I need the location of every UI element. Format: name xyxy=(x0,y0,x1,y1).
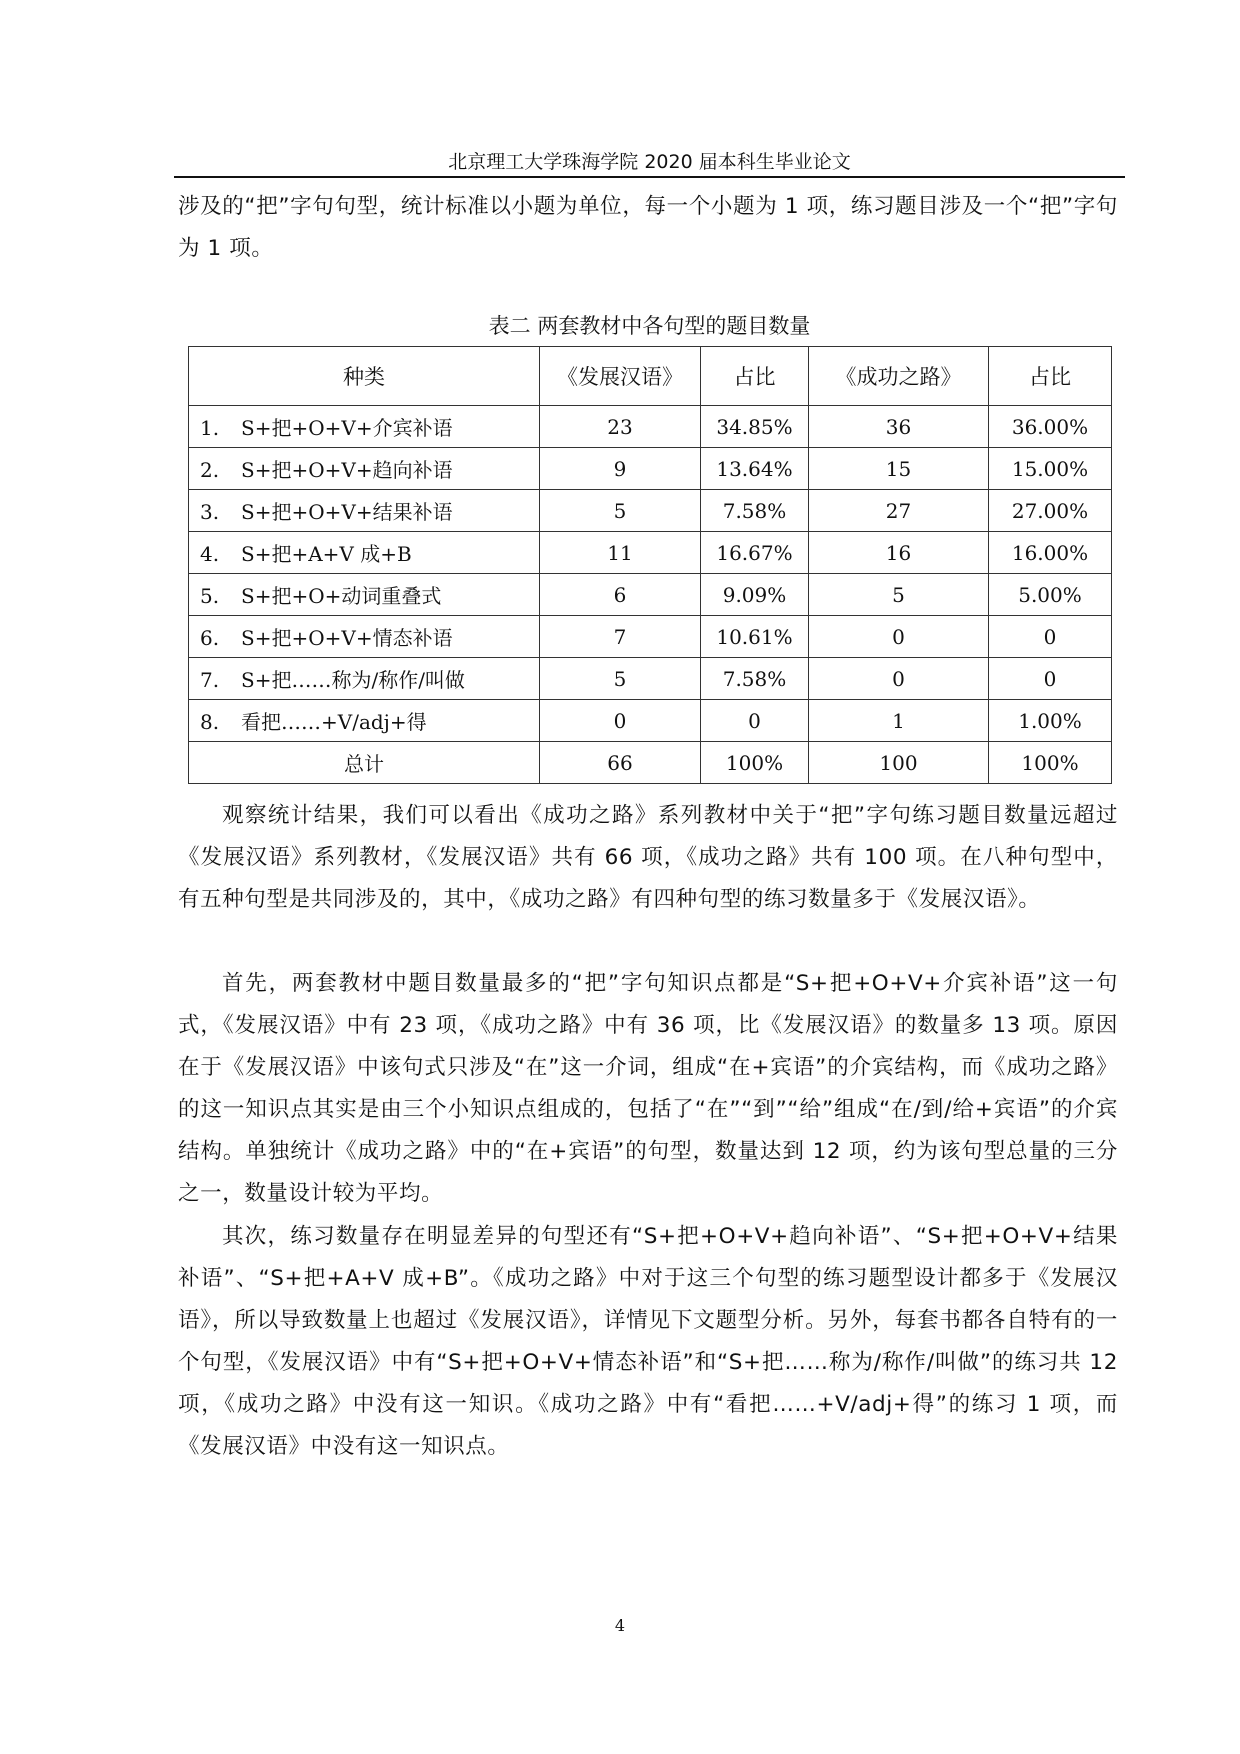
row-number: 1. xyxy=(200,416,220,440)
table-header-row xyxy=(189,347,1112,406)
row-number: 7. xyxy=(200,668,220,692)
kind-cell xyxy=(189,616,540,658)
kind-label: S+把+O+动词重叠式 xyxy=(241,584,442,608)
table-row xyxy=(189,490,1112,532)
column-header-chenggong-ratio: 占比 xyxy=(989,347,1112,406)
body-paragraph-3: 其次，练习数量存在明显差异的句型还有“S+把+O+V+趋向补语”、“S+把+O+V+结果补语”、“S+把+A+V 成+B”。《成功之路》中对于这三个句型的练习题型设计都多于《发展汉语》，所以导致数量上也超过《发展汉语》，详情见下文题型分析。另外，每套书都各自特有的一个句型，《发展汉语》中有“S+把+O+V+情态补语”和“S+把……称为/称作/叫做”的练习共 12 项，《成功之路》中没有这一知识。《成功之路》中有“看把……+V/adj+得”的练习 1 项，而《发展汉语》中没有这一知识点。 xyxy=(178,1224,1118,1459)
fazhan-count: 6 xyxy=(540,574,701,616)
fazhan-count: 5 xyxy=(540,658,701,700)
kind-label: S+把+O+V+趋向补语 xyxy=(241,458,453,482)
table-caption: 表二 两套教材中各句型的题目数量 xyxy=(488,314,811,338)
table-row xyxy=(189,616,1112,658)
table-total-row xyxy=(189,742,1112,784)
table-row xyxy=(189,532,1112,574)
fazhan-ratio: 16.67% xyxy=(701,532,809,574)
column-header-kind: 种类 xyxy=(189,347,540,406)
kind-cell xyxy=(189,490,540,532)
kind-label: S+把+O+V+结果补语 xyxy=(241,500,453,524)
kind-label: S+把+O+V+介宾补语 xyxy=(241,416,453,440)
kind-label: S+把……称为/称作/叫做 xyxy=(241,668,465,692)
row-number: 3. xyxy=(200,500,220,524)
chenggong-count: 27 xyxy=(809,490,989,532)
fazhan-total: 66 xyxy=(540,742,701,784)
page-number: 4 xyxy=(614,1616,626,1635)
kind-cell xyxy=(189,658,540,700)
chenggong-ratio: 1.00% xyxy=(989,700,1112,742)
chenggong-ratio: 0 xyxy=(989,616,1112,658)
chenggong-count: 0 xyxy=(809,658,989,700)
fazhan-total-ratio: 100% xyxy=(701,742,809,784)
chenggong-ratio: 36.00% xyxy=(989,406,1112,448)
kind-label: 看把……+V/adj+得 xyxy=(241,710,427,734)
body-paragraph-2: 首先，两套教材中题目数量最多的“把”字句知识点都是“S+把+O+V+介宾补语”这一句式，《发展汉语》中有 23 项，《成功之路》中有 36 项，比《发展汉语》的数量多 13 项。原因在于《发展汉语》中该句式只涉及“在”这一介词，组成“在+宾语”的介宾结构，而《成功之路》的这一知识点其实是由三个小知识点组成的，包括了“在”“到”“给”组成“在/到/给+宾语”的介宾结构。单独统计《成功之路》中的“在+宾语”的句型，数量达到 12 项，约为该句型总量的三分之一，数量设计较为平均。 xyxy=(178,971,1118,1206)
table-row xyxy=(189,406,1112,448)
table-row xyxy=(189,574,1112,616)
sentence-pattern-table xyxy=(188,346,1112,784)
kind-label: S+把+O+V+情态补语 xyxy=(241,626,453,650)
fazhan-ratio: 9.09% xyxy=(701,574,809,616)
chenggong-ratio: 27.00% xyxy=(989,490,1112,532)
column-header-fazhan-hanyu: 《发展汉语》 xyxy=(540,347,701,406)
fazhan-count: 5 xyxy=(540,490,701,532)
fazhan-count: 9 xyxy=(540,448,701,490)
kind-cell xyxy=(189,532,540,574)
intro-paragraph: 涉及的“把”字句句型，统计标准以小题为单位，每一个小题为 1 项，练习题目涉及一个“把”字句为 1 项。 xyxy=(178,194,1118,261)
header-rule xyxy=(174,176,1125,178)
chenggong-count: 15 xyxy=(809,448,989,490)
fazhan-ratio: 10.61% xyxy=(701,616,809,658)
chenggong-total-ratio: 100% xyxy=(989,742,1112,784)
kind-cell xyxy=(189,448,540,490)
chenggong-count: 16 xyxy=(809,532,989,574)
table-row xyxy=(189,700,1112,742)
chenggong-count: 1 xyxy=(809,700,989,742)
fazhan-ratio: 34.85% xyxy=(701,406,809,448)
column-header-chenggong-zhilu: 《成功之路》 xyxy=(809,347,989,406)
kind-cell xyxy=(189,574,540,616)
row-number: 4. xyxy=(200,542,220,566)
chenggong-total: 100 xyxy=(809,742,989,784)
chenggong-count: 36 xyxy=(809,406,989,448)
kind-label: S+把+A+V 成+B xyxy=(241,542,412,566)
table-row xyxy=(189,658,1112,700)
total-label: 总计 xyxy=(189,742,540,784)
chenggong-ratio: 5.00% xyxy=(989,574,1112,616)
fazhan-count: 11 xyxy=(540,532,701,574)
column-header-fazhan-ratio: 占比 xyxy=(701,347,809,406)
kind-cell xyxy=(189,406,540,448)
chenggong-count: 0 xyxy=(809,616,989,658)
row-number: 5. xyxy=(200,584,220,608)
body-paragraph-1: 观察统计结果，我们可以看出《成功之路》系列教材中关于“把”字句练习题目数量远超过《发展汉语》系列教材，《发展汉语》共有 66 项，《成功之路》共有 100 项。在八种句型中，有五种句型是共同涉及的，其中，《成功之路》有四种句型的练习数量多于《发展汉语》。 xyxy=(178,803,1118,912)
fazhan-ratio: 7.58% xyxy=(701,490,809,532)
fazhan-ratio: 0 xyxy=(701,700,809,742)
fazhan-ratio: 13.64% xyxy=(701,448,809,490)
fazhan-count: 23 xyxy=(540,406,701,448)
row-number: 8. xyxy=(200,710,220,734)
fazhan-count: 0 xyxy=(540,700,701,742)
row-number: 6. xyxy=(200,626,220,650)
row-number: 2. xyxy=(200,458,220,482)
chenggong-ratio: 0 xyxy=(989,658,1112,700)
chenggong-count: 5 xyxy=(809,574,989,616)
kind-cell xyxy=(189,700,540,742)
chenggong-ratio: 16.00% xyxy=(989,532,1112,574)
fazhan-ratio: 7.58% xyxy=(701,658,809,700)
running-header: 北京理工大学珠海学院 2020 届本科生毕业论文 xyxy=(448,151,851,173)
chenggong-ratio: 15.00% xyxy=(989,448,1112,490)
table-row xyxy=(189,448,1112,490)
fazhan-count: 7 xyxy=(540,616,701,658)
